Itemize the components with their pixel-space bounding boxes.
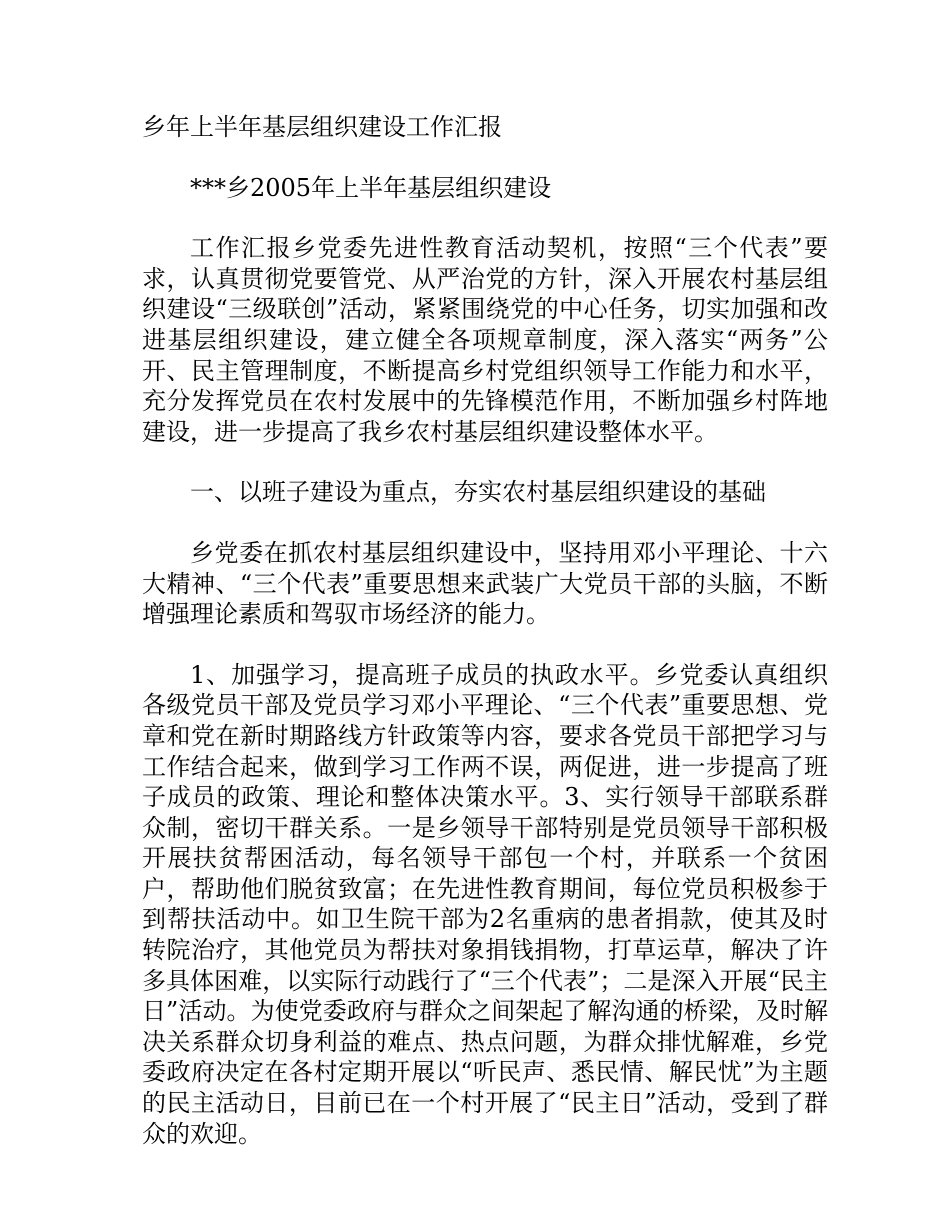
document-body (142, 112, 828, 1179)
section-heading-1: 一、以班子建设为重点，夯实农村基层组织建设的基础 (190, 478, 766, 507)
paragraph-section-1: 乡党委在抓农村基层组织建设中，坚持用邓小平理论、十六大精神、“三个代表”重要思想来武装广大党员干部的头脑，不断增强理论素质和驾驭市场经济的能力。 (142, 538, 828, 629)
paragraph-intro: 工作汇报乡党委先进性教育活动契机，按照“三个代表”要求，认真贯彻党要管党、从严治党的方针，深入开展农村基层组织建设“三级联创”活动，紧紧围绕党的中心任务，切实加强和改进基层组织建设，建立健全各项规章制度，深入落实“两务”公开、民主管理制度，不断提高乡村党组织领导工作能力和水平，充分发挥党员在农村发展中的先锋模范作用，不断加强乡村阵地建设，进一步提高了我乡农村基层组织建设整体水平。 (142, 234, 828, 446)
document-title: 乡年上半年基层组织建设工作汇报 (142, 113, 502, 141)
paragraph-study: 1、加强学习，提高班子成员的执政水平。乡党委认真组织各级党员干部及党员学习邓小平理论、“三个代表”重要思想、党章和党在新时期路线方针政策等内容，要求各党员干部把学习与工作结合起来，做到学习工作两不误，两促进，进一步提高了班子成员的政策、理论和整体决策水平。3、实行领导干部联系群众制，密切干群关系。一是乡领导干部特别是党员领导干部积极开展扶贫帮困活动，每名领导干部包一个村，并联系一个贫困户，帮助他们脱贫致富；在先进性教育期间，每位党员积极参于到帮扶活动中。如卫生院干部为2名重病的患者捐款，使其及时转院治疗，其他党员为帮扶对象捐钱捐物，打草运草，解决了许多具体困难，以实际行动践行了“三个代表”；二是深入开展“民主日”活动。为使党委政府与群众之间架起了解沟通的桥梁，及时解决关系群众切身利益的难点、热点问题，为群众排忧解难，乡党委政府决定在各村定期开展以“听民声、悉民情、解民忧”为主题的民主活动日，目前已在一个村开展了“民主日”活动，受到了群众的欢迎。 (142, 660, 828, 1148)
paragraph-subtitle: ***乡2005年上半年基层组织建设 (190, 173, 552, 202)
